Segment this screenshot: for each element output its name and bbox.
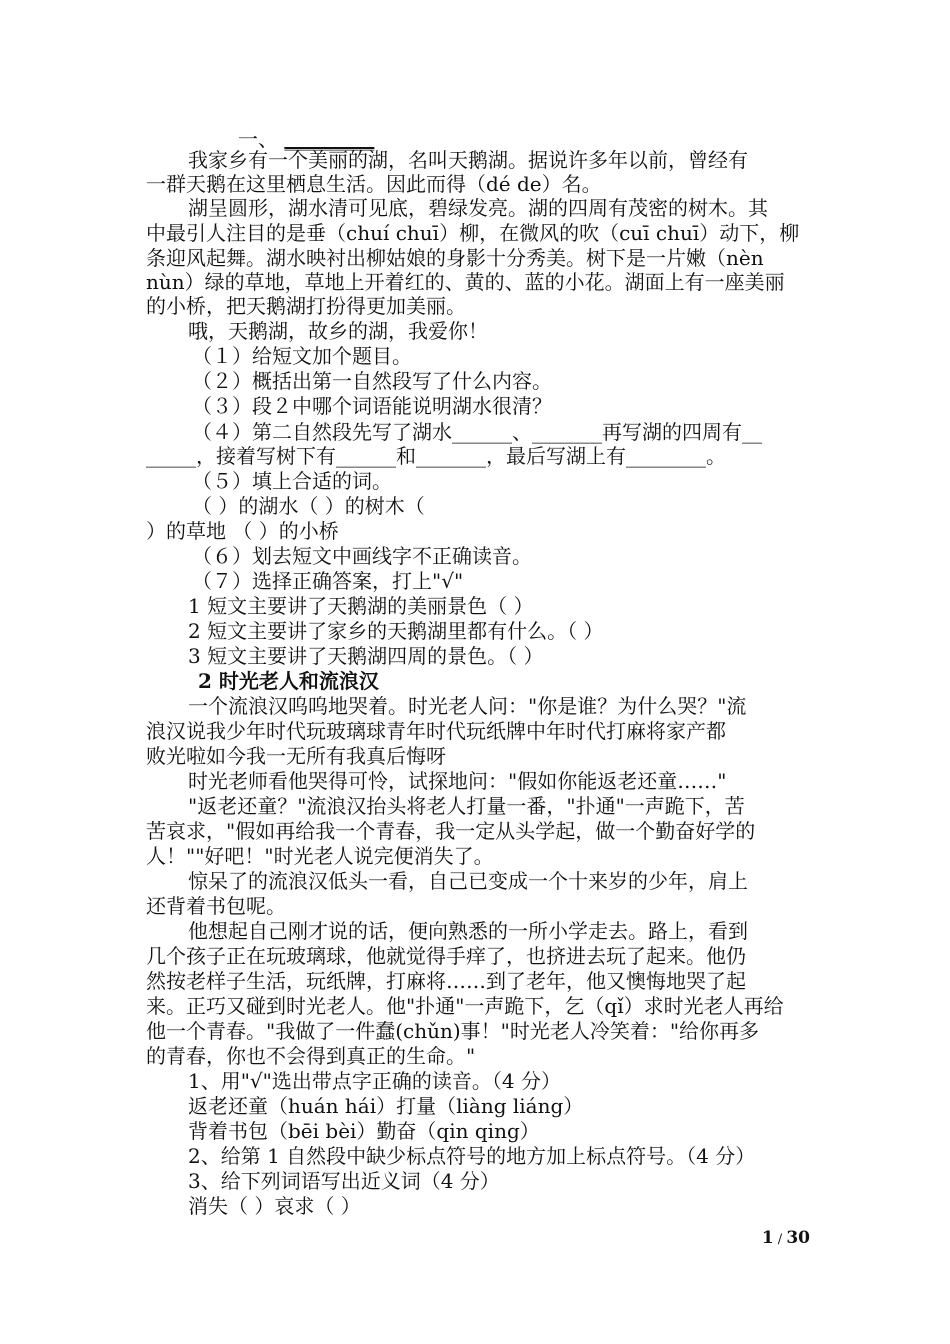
story-line: 还背着书包呢。 bbox=[146, 894, 286, 918]
option-3: 3 短文主要讲了天鹅湖四周的景色。（ ） bbox=[188, 644, 544, 668]
story-line: 的青春，你也不会得到真正的生命。" bbox=[146, 1044, 476, 1068]
story-line: 浪汉说我少年时代玩玻璃球青年时代玩纸牌中年时代打麻将家产都 bbox=[146, 719, 726, 743]
passage-line: 我家乡有一个美丽的湖，名叫天鹅湖。据说许多年以前，曾经有 bbox=[188, 148, 748, 172]
question-3: （３）段２中哪个词语能说明湖水很清？ bbox=[192, 394, 552, 418]
story-line: 一个流浪汉呜呜地哭着。时光老人问："你是谁？为什么哭？"流 bbox=[188, 694, 747, 718]
passage-line: 湖呈圆形，湖水清可见底，碧绿发亮。湖的四周有茂密的树木。其 bbox=[188, 196, 768, 220]
story-line: 苦哀求，"假如再给我一个青春，我一定从头学起，做一个勤奋好学的 bbox=[146, 819, 756, 843]
passage-line: nùn）绿的草地，草地上开着红的、黄的、蓝的小花。湖面上有一座美丽 bbox=[146, 270, 785, 294]
question-5: （５）填上合适的词。 bbox=[192, 469, 392, 493]
s2-question-1a: 返老还童（huán hái）打量（liàng liáng） bbox=[188, 1094, 584, 1118]
s2-question-3-fill: 消失（ ）哀求（ ） bbox=[188, 1194, 361, 1218]
question-2: （２）概括出第一自然段写了什么内容。 bbox=[192, 369, 552, 393]
question-4-cont: _____，接着写树下有______和_______，最后写湖上有________。 bbox=[146, 444, 726, 468]
story-line: 他想起自己刚才说的话，便向熟悉的一所小学走去。路上，看到 bbox=[188, 919, 748, 943]
story-line: 来。正巧又碰到时光老人。他"扑通"一声跪下，乞（qǐ）求时光老人再给 bbox=[146, 994, 784, 1018]
section1-heading: 一、 _________ bbox=[238, 127, 375, 151]
story-line: 他一个青春。"我做了一件蠢(chǔn)事！"时光老人冷笑着："给你再多 bbox=[146, 1019, 760, 1043]
passage-line: 哦，天鹅湖，故乡的湖，我爱你！ bbox=[188, 319, 488, 343]
question-5-fill-cont: ）的草地 （ ）的小桥 bbox=[146, 519, 339, 543]
story-line: 人！""好吧！"时光老人说完便消失了。 bbox=[146, 844, 494, 868]
page-number: 1 / 30 bbox=[761, 1228, 810, 1248]
s2-question-3: 3、给下列词语写出近义词（4 分） bbox=[188, 1169, 500, 1193]
s2-question-1: 1、用"√"选出带点字正确的读音。（4 分） bbox=[188, 1069, 561, 1093]
s2-question-2: 2、给第 1 自然段中缺少标点符号的地方加上标点符号。（4 分） bbox=[188, 1144, 756, 1168]
story-line: 然按老样子生活，玩纸牌，打麻将……到了老年，他又懊悔地哭了起 bbox=[146, 969, 746, 993]
story-line: "返老还童？"流浪汉抬头将老人打量一番，"扑通"一声跪下，苦 bbox=[188, 794, 745, 818]
question-5-fill: （ ）的湖水（ ）的树木（ bbox=[192, 494, 425, 518]
question-1: （１）给短文加个题目。 bbox=[192, 344, 412, 368]
s2-question-1b: 背着书包（bēi bèi）勤奋（qin qing） bbox=[188, 1119, 540, 1143]
story-line: 惊呆了的流浪汉低头一看，自己已变成一个十来岁的少年，肩上 bbox=[188, 869, 748, 893]
question-6: （６）划去短文中画线字不正确读音。 bbox=[192, 544, 532, 568]
title-blank: _________ bbox=[284, 127, 375, 151]
option-2: 2 短文主要讲了家乡的天鹅湖里都有什么。（ ） bbox=[188, 619, 604, 643]
story-line: 败光啦如今我一无所有我真后悔呀 bbox=[146, 744, 446, 768]
story-line: 时光老师看他哭得可怜，试探地问："假如你能返老还童……" bbox=[188, 769, 727, 793]
question-4: （４）第二自然段先写了湖水______、_______再写湖的四周有__ bbox=[192, 420, 762, 444]
passage-line: 条迎风起舞。湖水映衬出柳姑娘的身影十分秀美。树下是一片嫩（nèn bbox=[146, 246, 764, 270]
section2-heading: 2 时光老人和流浪汉 bbox=[198, 669, 379, 693]
story-line: 几个孩子正在玩玻璃球，他就觉得手痒了，也挤进去玩了起来。他仍 bbox=[146, 944, 746, 968]
passage-line: 的小桥，把天鹅湖打扮得更加美丽。 bbox=[146, 294, 466, 318]
question-7: （７）选择正确答案，打上"√" bbox=[192, 569, 464, 593]
passage-line: 一群天鹅在这里栖息生活。因此而得（dé de）名。 bbox=[146, 172, 602, 196]
passage-line: 中最引人注目的是垂（chuí chuī）柳，在微风的吹（cuī chuī）动下，柳 bbox=[146, 221, 800, 245]
option-1: 1 短文主要讲了天鹅湖的美丽景色（ ） bbox=[188, 594, 534, 618]
